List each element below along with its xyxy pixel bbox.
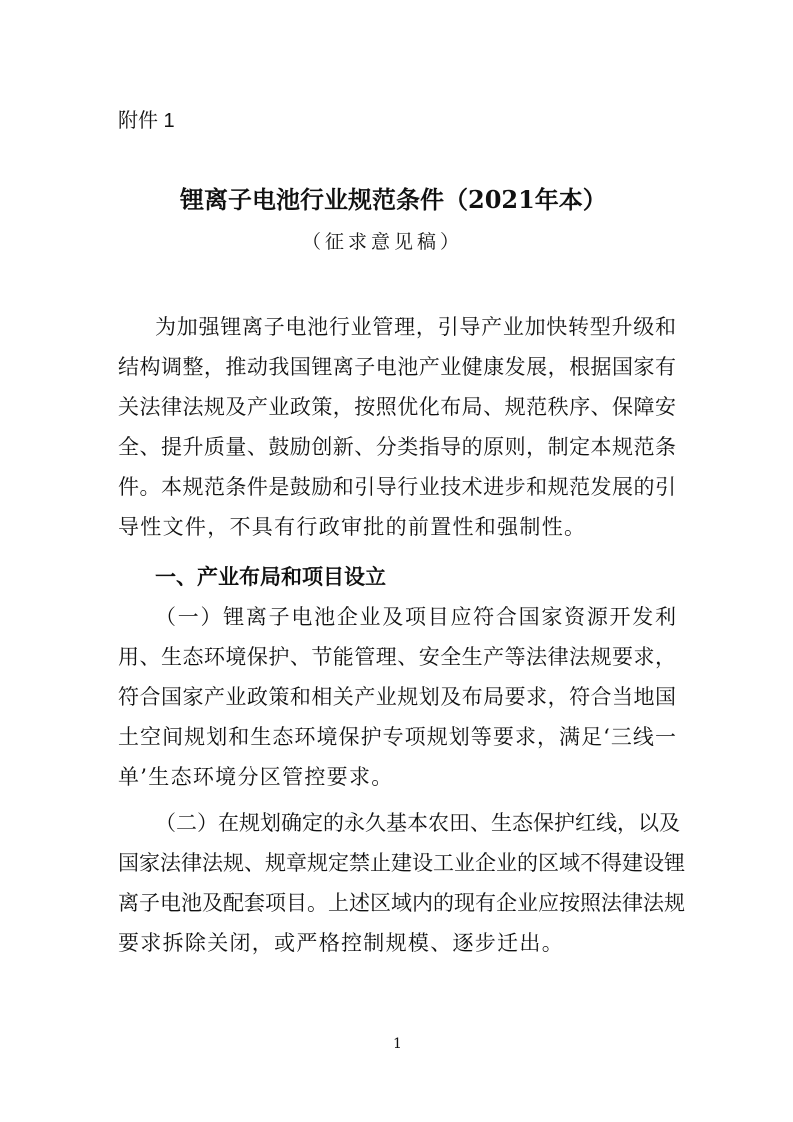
paragraph-line: （二）在规划确定的永久基本农田、生态保护红线，以及	[155, 811, 680, 835]
page-number: 1	[393, 1036, 402, 1052]
paragraph-line: 全、提升质量、鼓励创新、分类指导的原则，制定本规范条	[118, 435, 676, 459]
paragraph-line: 结构调整，推动我国锂离子电池产业健康发展，根据国家有	[118, 355, 676, 379]
paragraph-line: 用、生态环境保护、节能管理、安全生产等法律法规要求，	[118, 645, 676, 669]
document-subtitle: （征求意见稿）	[302, 231, 464, 253]
paragraph-line: 导性文件，不具有行政审批的前置性和强制性。	[118, 515, 587, 539]
attachment-label: 附件 1	[118, 110, 175, 132]
section-heading: 一、产业布局和项目设立	[155, 564, 386, 589]
document-title: 锂离子电池行业规范条件（2021年本）	[180, 185, 607, 214]
paragraph-line: 单’生态环境分区管控要求。	[118, 765, 394, 789]
paragraph-line: 国家法律法规、规章规定禁止建设工业企业的区域不得建设锂	[118, 851, 685, 875]
paragraph-line: 离子电池及配套项目。上述区域内的现有企业应按照法律法规	[118, 891, 685, 915]
paragraph-line: 关法律法规及产业政策，按照优化布局、规范秩序、保障安	[118, 395, 676, 419]
paragraph-line: 要求拆除关闭，或严格控制规模、逐步迁出。	[118, 931, 564, 955]
paragraph-line: （一）锂离子电池企业及项目应符合国家资源开发利	[155, 605, 676, 629]
paragraph-line: 为加强锂离子电池行业管理，引导产业加快转型升级和	[155, 315, 676, 339]
paragraph-line: 符合国家产业政策和相关产业规划及布局要求，符合当地国	[118, 685, 676, 709]
paragraph-line: 土空间规划和生态环境保护专项规划等要求，满足‘三线一	[118, 725, 676, 749]
paragraph-line: 件。本规范条件是鼓励和引导行业技术进步和规范发展的引	[118, 475, 676, 499]
